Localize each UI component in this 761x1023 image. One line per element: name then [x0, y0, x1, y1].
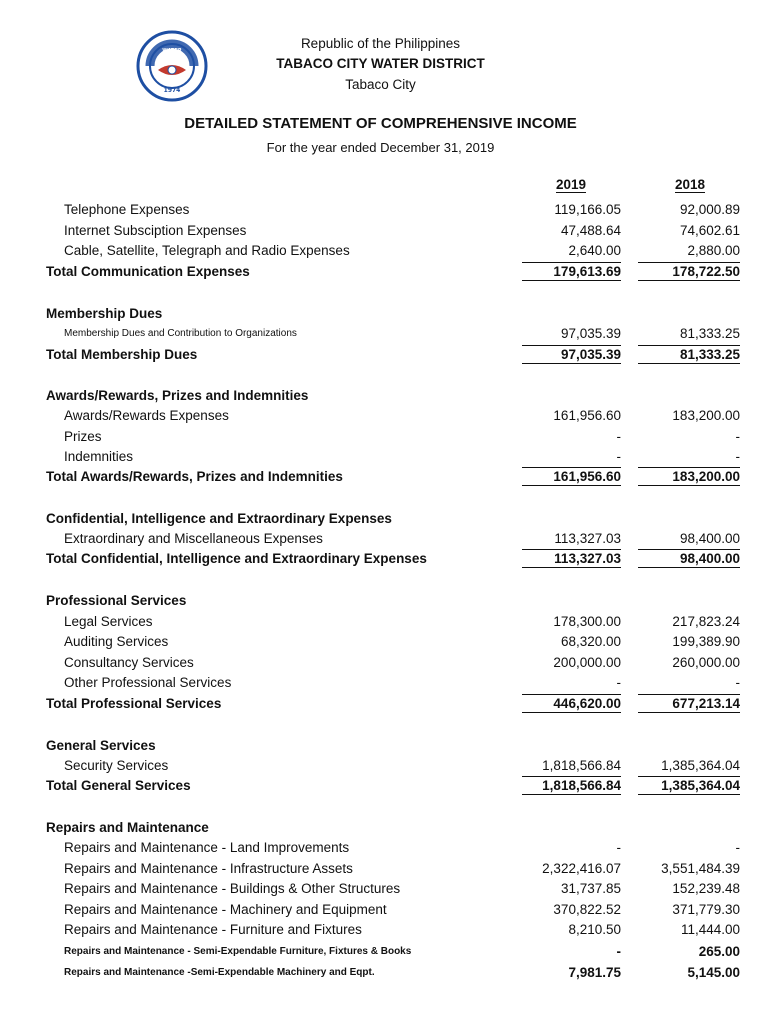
row-label: Total Membership Dues: [46, 347, 198, 362]
value-2019: 7,981.75: [568, 965, 621, 980]
row-label: Repairs and Maintenance -Semi-Expendable Machinery and Eqpt.: [64, 967, 375, 978]
value-2018: 371,779.30: [672, 902, 740, 917]
line-item-row: [0, 447, 761, 467]
row-label: Total Communication Expenses: [46, 264, 250, 279]
value-2019: 113,327.03: [522, 549, 621, 568]
value-2018: 1,385,364.04: [661, 758, 740, 773]
value-2018: 260,000.00: [672, 655, 740, 670]
total-row: [0, 549, 761, 569]
total-row: [0, 776, 761, 796]
value-2019: 97,035.39: [560, 326, 621, 341]
row-label: Extraordinary and Miscellaneous Expenses: [64, 531, 323, 546]
line-item-row: [0, 756, 761, 776]
svg-text:WATER: WATER: [162, 48, 182, 54]
value-2018: 92,000.89: [679, 202, 740, 217]
svg-text:1974: 1974: [163, 87, 181, 94]
value-2018: 199,389.90: [672, 634, 740, 649]
value-2019: 2,640.00: [568, 243, 621, 258]
row-label: Repairs and Maintenance - Furniture and Fixtures: [64, 922, 362, 937]
row-label: Membership Dues: [46, 306, 163, 321]
section-heading: [0, 304, 761, 324]
line-item-row: [0, 221, 761, 241]
value-2019: 31,737.85: [560, 881, 621, 896]
section-heading: [0, 591, 761, 611]
line-item-row: [0, 427, 761, 447]
statement-period: For the year ended December 31, 2019: [266, 140, 495, 155]
value-2018: 74,602.61: [679, 223, 740, 238]
value-2018: 98,400.00: [679, 531, 740, 546]
line-item-row: [0, 838, 761, 858]
row-label: Repairs and Maintenance - Buildings & Other Structures: [64, 881, 401, 896]
value-2018: 265.00: [698, 944, 740, 959]
row-label: Awards/Rewards Expenses: [64, 408, 229, 423]
row-label: Membership Dues and Contribution to Organizations: [64, 328, 297, 339]
section-heading: [0, 386, 761, 406]
value-2019: 47,488.64: [560, 223, 621, 238]
line-item-row: [0, 632, 761, 652]
row-label: Other Professional Services: [64, 675, 232, 690]
row-label: Repairs and Maintenance - Semi-Expendable Furniture, Fixtures & Books: [64, 946, 412, 957]
value-2019: 179,613.69: [522, 262, 621, 281]
row-label: Total Awards/Rewards, Prizes and Indemnities: [46, 469, 343, 484]
line-item-row: [0, 529, 761, 549]
total-row: [0, 467, 761, 487]
value-2019: -: [616, 675, 621, 690]
line-item-row: [0, 200, 761, 220]
section-heading: [0, 509, 761, 529]
column-header-2019: 2019: [556, 177, 587, 192]
value-2019: -: [616, 944, 621, 959]
value-2019: 178,300.00: [553, 614, 621, 629]
row-label: Total Confidential, Intelligence and Extraordinary Expenses: [46, 551, 427, 566]
line-item-row: [0, 942, 761, 962]
value-2018: -: [735, 840, 740, 855]
header-city: Tabaco City: [345, 77, 416, 92]
value-2019: 161,956.60: [553, 408, 621, 423]
line-item-row: [0, 612, 761, 632]
value-2019: 119,166.05: [554, 202, 621, 217]
column-header-2018: 2018: [675, 177, 706, 192]
value-2018: 11,444.00: [680, 922, 740, 937]
value-2019: 370,822.52: [553, 902, 621, 917]
value-2018: 3,551,484.39: [661, 861, 740, 876]
total-row: [0, 345, 761, 365]
line-item-row: [0, 900, 761, 920]
row-label: Indemnities: [64, 449, 134, 464]
value-2019: 1,818,566.84: [542, 758, 621, 773]
line-item-row: [0, 920, 761, 940]
row-label: Cable, Satellite, Telegraph and Radio Expenses: [64, 243, 350, 258]
row-label: Auditing Services: [64, 634, 169, 649]
line-item-row: [0, 653, 761, 673]
line-item-row: [0, 324, 761, 344]
value-2019: 200,000.00: [553, 655, 621, 670]
value-2018: 152,239.48: [672, 881, 740, 896]
row-label: Confidential, Intelligence and Extraordinary Expenses: [46, 511, 392, 526]
total-row: [0, 262, 761, 282]
value-2019: 97,035.39: [522, 345, 621, 364]
value-2019: 68,320.00: [560, 634, 621, 649]
line-item-row: [0, 673, 761, 693]
line-item-row: [0, 963, 761, 983]
value-2018: -: [735, 449, 740, 464]
row-label: Legal Services: [64, 614, 153, 629]
value-2018: 81,333.25: [679, 326, 740, 341]
value-2018: 2,880.00: [687, 243, 740, 258]
row-label: General Services: [46, 738, 156, 753]
value-2019: -: [616, 840, 621, 855]
row-label: Repairs and Maintenance - Land Improvements: [64, 840, 350, 855]
row-label: Repairs and Maintenance - Infrastructure Assets: [64, 861, 353, 876]
statement-title: DETAILED STATEMENT OF COMPREHENSIVE INCOME: [184, 115, 577, 132]
row-label: Total Professional Services: [46, 696, 222, 711]
value-2018: 5,145.00: [687, 965, 740, 980]
row-label: Repairs and Maintenance: [46, 820, 209, 835]
row-label: Telephone Expenses: [64, 202, 190, 217]
section-heading: [0, 818, 761, 838]
total-row: [0, 694, 761, 714]
line-item-row: [0, 241, 761, 261]
value-2019: 161,956.60: [522, 467, 621, 486]
row-label: Total General Services: [46, 778, 191, 793]
row-label: Repairs and Maintenance - Machinery and Equipment: [64, 902, 387, 917]
row-label: Consultancy Services: [64, 655, 194, 670]
value-2018: 81,333.25: [638, 345, 740, 364]
row-label: Awards/Rewards, Prizes and Indemnities: [46, 388, 309, 403]
value-2018: 178,722.50: [638, 262, 740, 281]
row-label: Prizes: [64, 429, 102, 444]
value-2019: 113,327.03: [554, 531, 621, 546]
value-2019: 8,210.50: [568, 922, 621, 937]
value-2018: 217,823.24: [672, 614, 740, 629]
value-2019: -: [616, 449, 621, 464]
row-label: Internet Subsciption Expenses: [64, 223, 247, 238]
value-2018: 183,200.00: [672, 408, 740, 423]
value-2018: 1,385,364.04: [638, 776, 740, 795]
value-2018: 98,400.00: [638, 549, 740, 568]
value-2018: 183,200.00: [638, 467, 740, 486]
section-heading: [0, 736, 761, 756]
value-2019: 1,818,566.84: [522, 776, 621, 795]
value-2018: -: [735, 429, 740, 444]
line-item-row: [0, 859, 761, 879]
header-organization: TABACO CITY WATER DISTRICT: [276, 56, 485, 71]
value-2018: 677,213.14: [638, 694, 740, 713]
line-item-row: [0, 879, 761, 899]
value-2019: 446,620.00: [522, 694, 621, 713]
header-country: Republic of the Philippines: [300, 36, 461, 51]
value-2019: 2,322,416.07: [542, 861, 621, 876]
row-label: Professional Services: [46, 593, 187, 608]
line-item-row: [0, 406, 761, 426]
row-label: Security Services: [64, 758, 169, 773]
value-2019: -: [616, 429, 621, 444]
value-2018: -: [735, 675, 740, 690]
